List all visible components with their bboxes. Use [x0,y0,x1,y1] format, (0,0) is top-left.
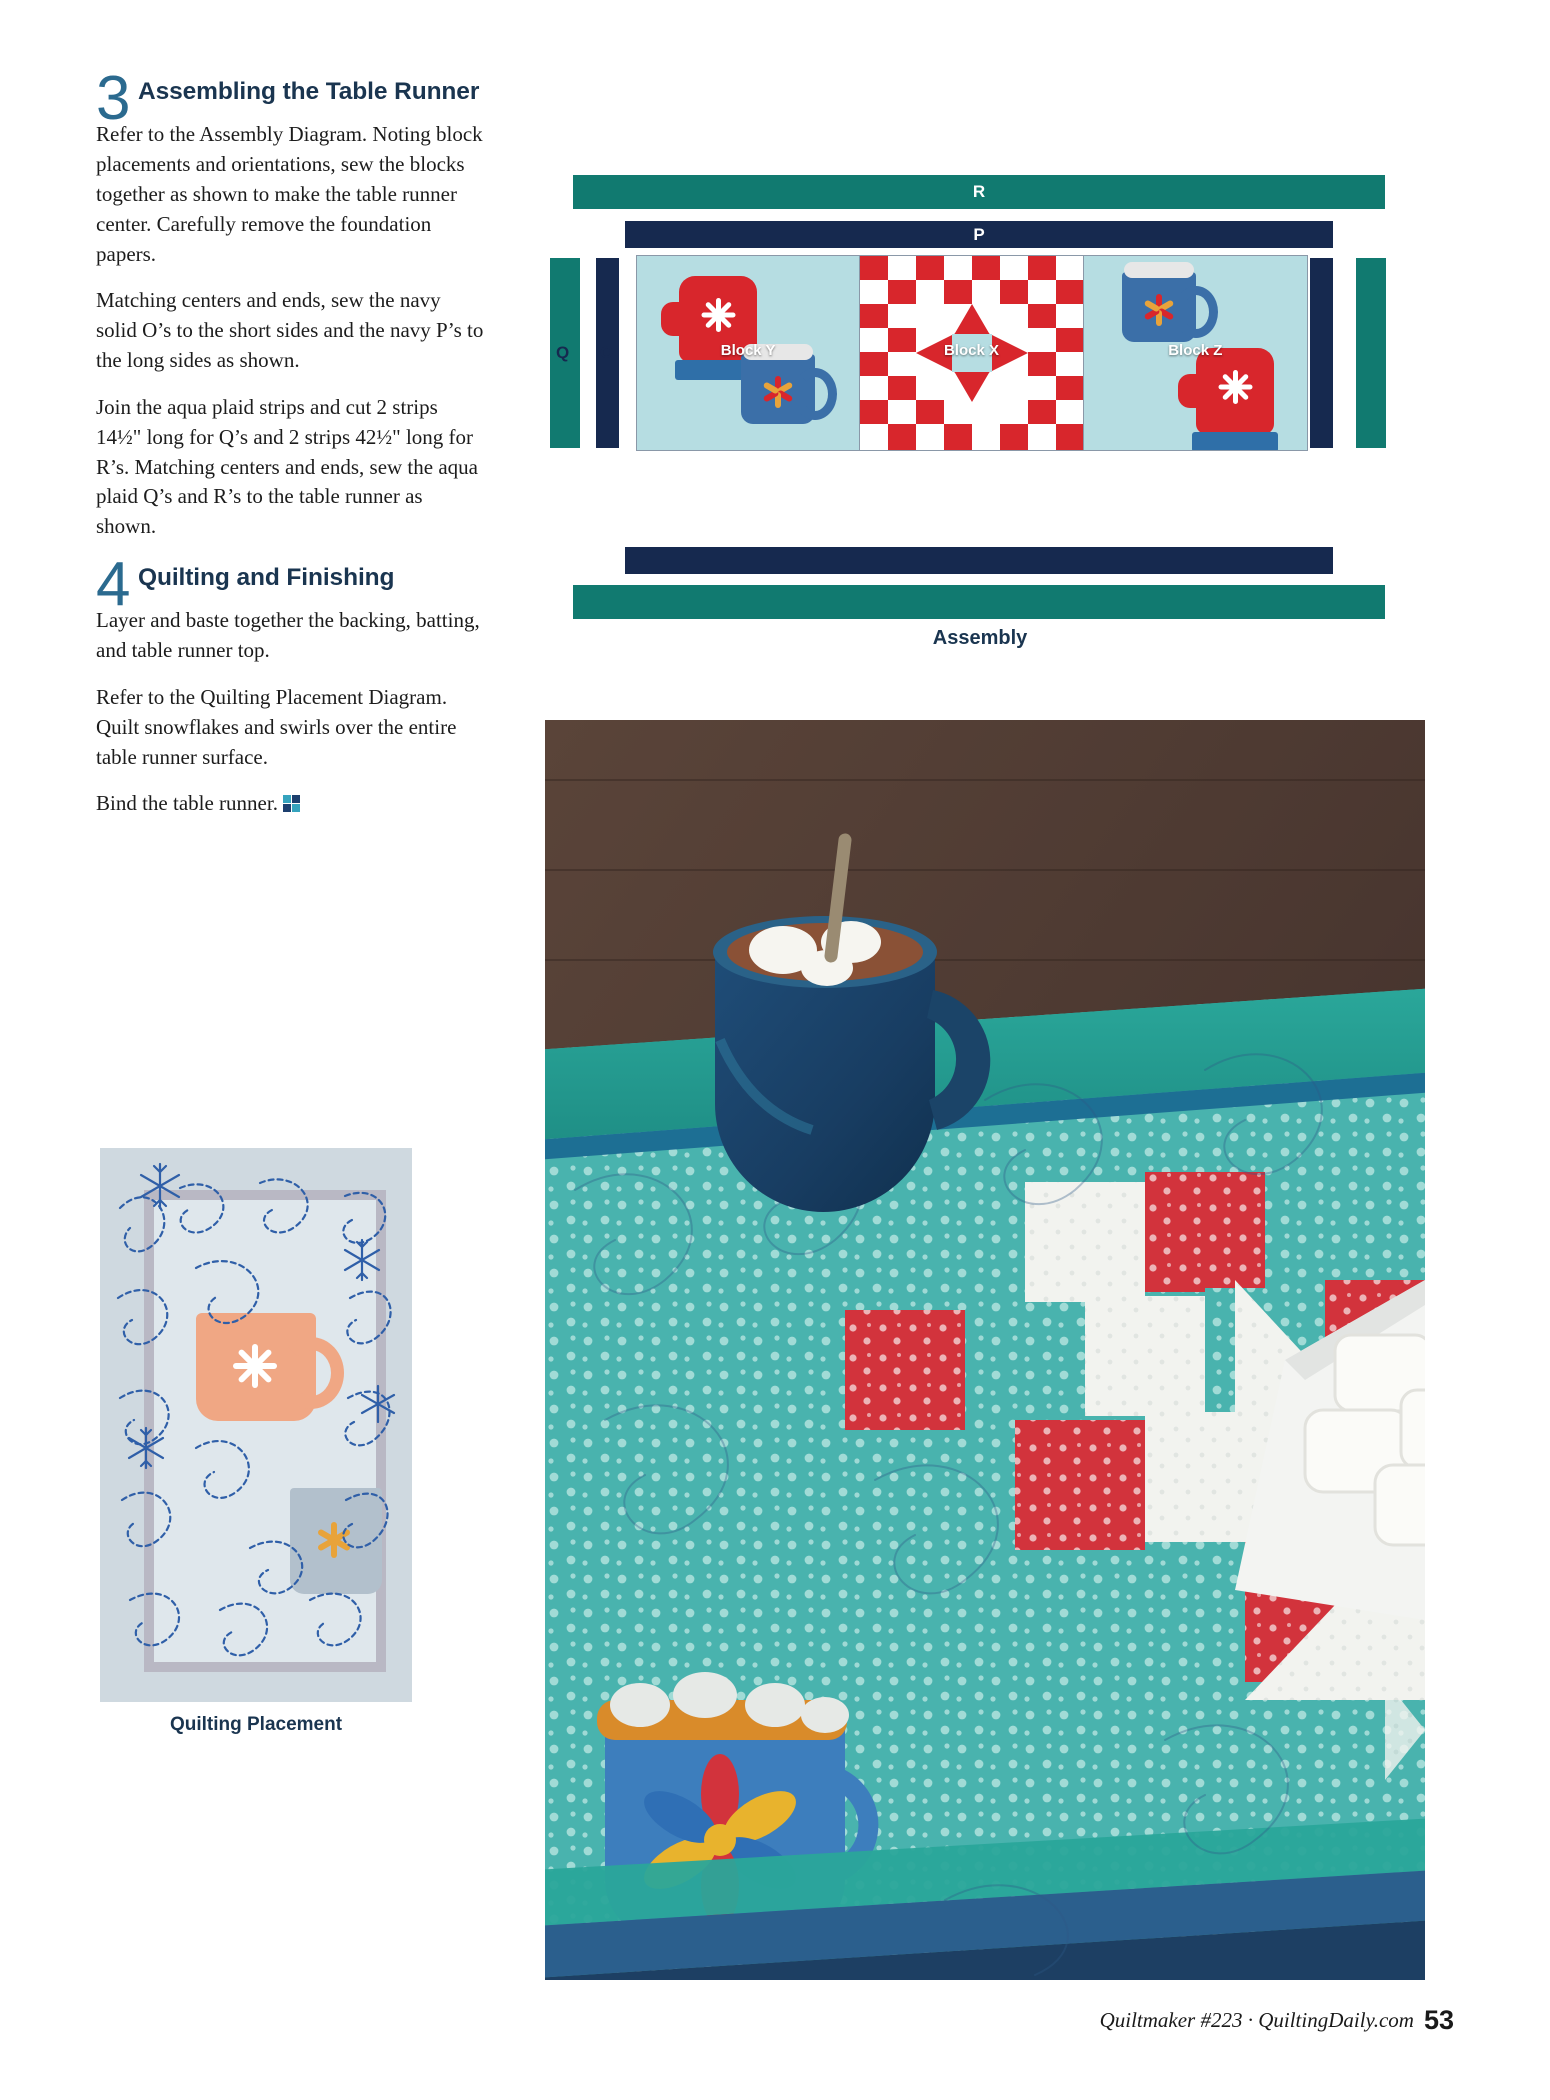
border-strip-r-top: R [573,175,1385,209]
mitten-icon [1196,348,1274,434]
page-footer [1100,2005,1454,2036]
instructions-column [96,64,486,836]
quilting-placement-caption: Quilting Placement [169,1714,343,1735]
step-4-number: 4 [96,549,131,619]
step-3 [96,64,486,133]
mug-icon [741,354,815,424]
quilting-placement-diagram [100,1148,412,1702]
assembly-diagram [540,165,1420,665]
block-x-label: Block X [943,342,999,359]
border-strip-q-right [1356,258,1386,448]
step-4-lead: Layer and baste together the backing, batting, and table runner top. [96,608,480,663]
step-3-paragraph-2: Matching centers and ends, sew the navy solid O’s to the short sides and the navy P’s to the long sides as shown. [96,288,484,373]
quilting-swirls-overlay [100,1148,412,1702]
step-4 [96,549,486,619]
assembly-caption: Assembly [932,627,1028,649]
step-4-paragraph-1: Refer to the Quilting Placement Diagram. Quilt snowflakes and swirls over the entire table runner surface. [96,685,457,769]
step-4-paragraph-2 [96,789,486,819]
block-z [1084,256,1307,450]
block-y-label: Block Y [720,342,776,359]
snowflake-icon [1218,370,1252,404]
snowflake-icon [701,298,735,332]
project-photo [545,720,1425,1980]
page-number: 53 [1423,2005,1454,2035]
border-strip-o-right [1310,258,1333,448]
bind-text: Bind the table runner. [96,791,278,816]
block-z-label: Block Z [1168,342,1223,359]
border-strip-p-top: P [625,221,1333,248]
flower-icon [762,376,794,408]
border-strip-r-bottom [573,585,1385,619]
label-q: Q [556,343,570,362]
block-x [860,256,1083,450]
mug-icon [1122,272,1196,342]
blocks-row [636,255,1308,451]
step-3-title: Assembling the Table Runner [138,78,480,105]
step-3-paragraph-1: Refer to the Assembly Diagram. Noting block placements and orientations, sew the blocks together as shown to make the table runner center. Carefully remove the foundation papers. [96,122,483,266]
step-3-number: 3 [96,64,131,133]
block-y [637,256,860,450]
step-4-title: Quilting and Finishing [138,563,395,591]
step-3-paragraph-3: Join the aqua plaid strips and cut 2 strips 14½" long for Q’s and 2 strips 42½" long for R’s. Matching centers and ends, sew the aqua plaid Q’s and R’s to the table runner as shown. [96,394,478,539]
border-strip-p-bottom [625,547,1333,574]
end-of-article-icon [283,795,300,812]
photo-illustration [545,720,1425,1980]
flower-icon [1143,294,1175,326]
footer-credit: Quiltmaker #223 · QuiltingDaily.com [1099,2008,1414,2032]
label-o: O [600,343,614,362]
quilting-placement-figure [100,1148,412,1736]
